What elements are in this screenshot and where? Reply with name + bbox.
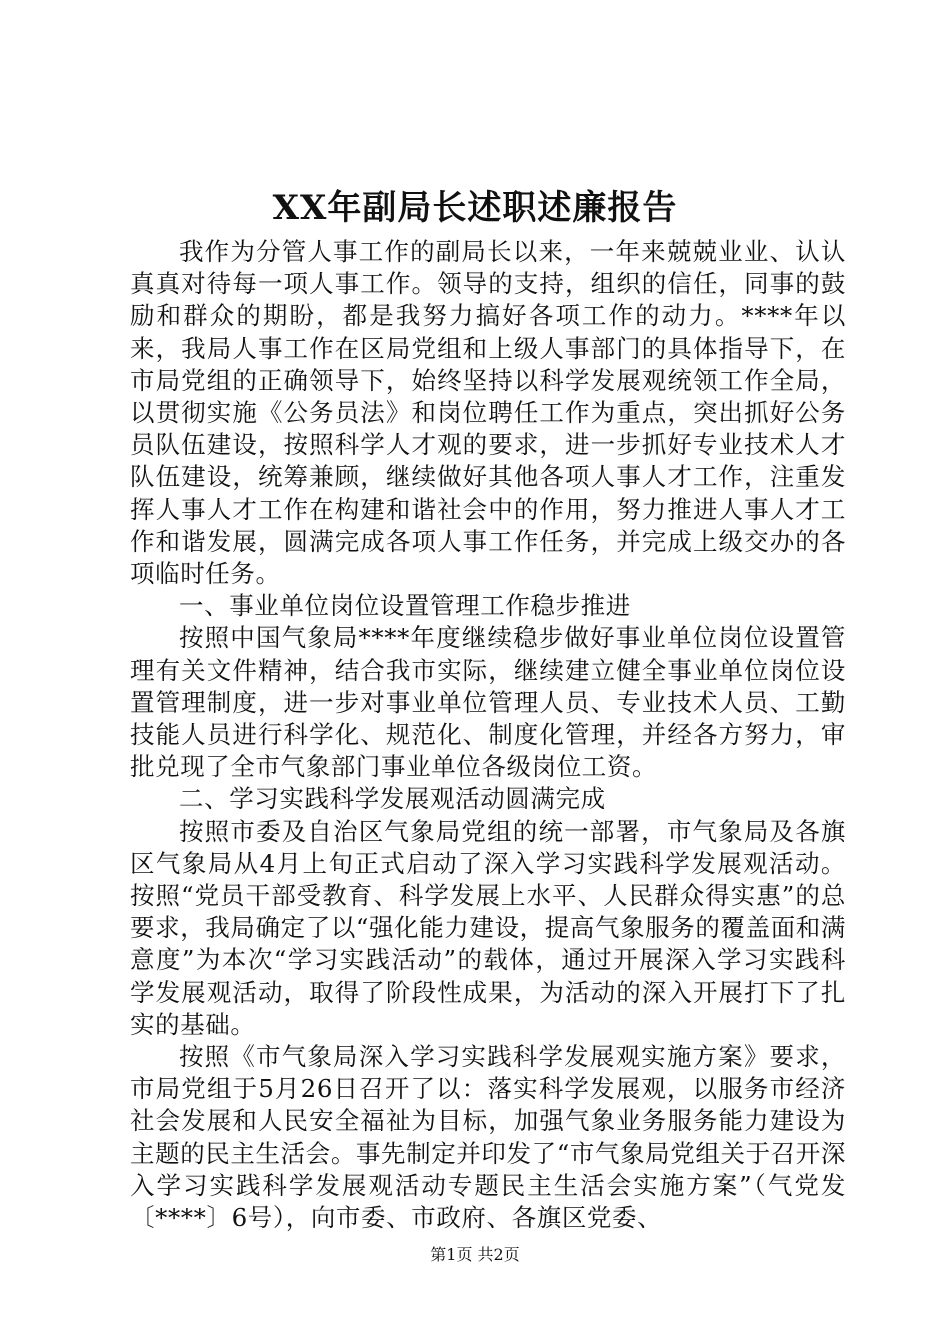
document-title: XX年副局长述职述廉报告 (272, 188, 678, 228)
section-2-paragraph-1: 按照市委及自治区气象局党组的统一部署，市气象局及各旗区气象局从4月上旬正式启动了深入学习实践科学发展观活动。按照“党员干部受教育、科学发展上水平、人民群众得实惠”的总要求，我局确定了以“强化能力建设，提高气象服务的覆盖面和满意度”为本次“学习实践活动”的载体，通过开展深入学习实践科学发展观活动，取得了阶段性成果，为活动的深入开展打下了扎实的基础。 (130, 816, 846, 1039)
intro-paragraph: 我作为分管人事工作的副局长以来，一年来兢兢业业、认认真真对待每一项人事工作。领导的支持，组织的信任，同事的鼓励和群众的期盼，都是我努力搞好各项工作的动力。****年以来，我局人事工作在区局党组和上级人事部门的具体指导下，在市局党组的正确领导下，始终坚持以科学发展观统领工作全局，以贯彻实施《公务员法》和岗位聘任工作为重点，突出抓好公务员队伍建设，按照科学人才观的要求，进一步抓好专业技术人才队伍建设，统筹兼顾，继续做好其他各项人事人才工作，注重发挥人事人才工作在构建和谐社会中的作用，努力推进人事人才工作和谐发展，圆满完成各项人事工作任务，并完成上级交办的各项临时任务。 (130, 237, 846, 589)
section-heading-2: 二、学习实践科学发展观活动圆满完成 (179, 784, 606, 814)
document-body (130, 236, 846, 1234)
section-2-paragraph-2: 按照《市气象局深入学习实践科学发展观实施方案》要求，市局党组于5月26日召开了以：落实科学发展观，以服务市经济社会发展和人民安全福祉为目标，加强气象业务服务能力建设为主题的民主生活会。事先制定并印发了“市气象局党组关于召开深入学习实践科学发展观活动专题民主生活会实施方案”（气党发〔****〕6号），向市委、市政府、各旗区党委、 (130, 1042, 846, 1233)
page-number-footer: 第1页 共2页 (430, 1245, 520, 1264)
section-heading-1: 一、事业单位岗位设置管理工作稳步推进 (179, 591, 631, 621)
section-1-paragraph: 按照中国气象局****年度继续稳步做好事业单位岗位设置管理有关文件精神，结合我市实际，继续建立健全事业单位岗位设置管理制度，进一步对事业单位管理人员、专业技术人员、工勤技能人员进行科学化、规范化、制度化管理，并经各方努力，审批兑现了全市气象部门事业单位各级岗位工资。 (130, 623, 846, 782)
